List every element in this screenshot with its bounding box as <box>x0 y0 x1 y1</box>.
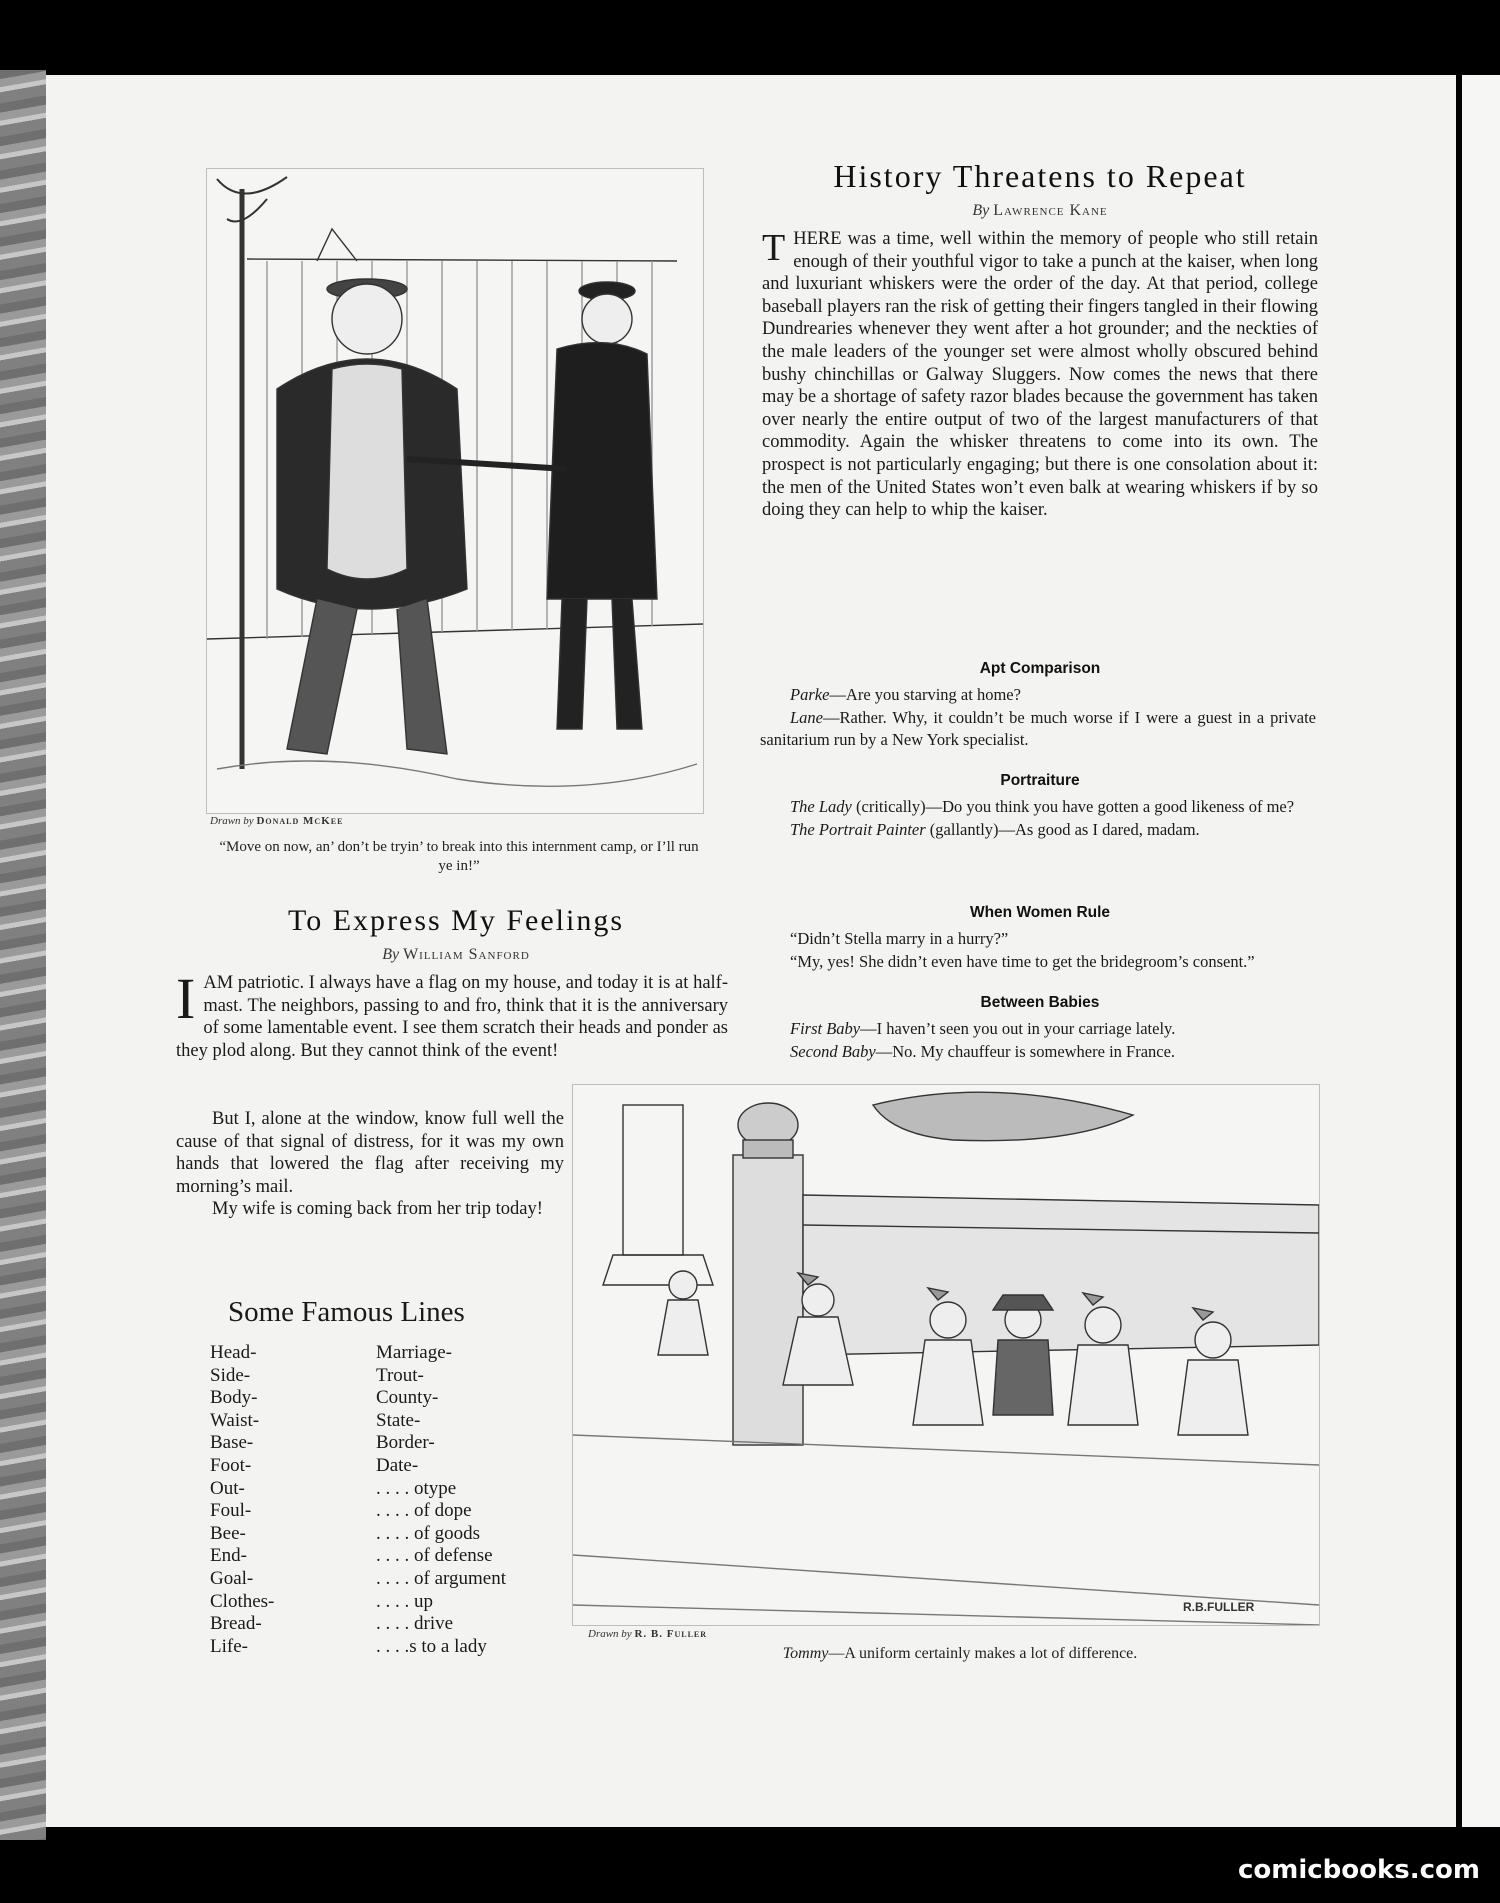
feelings-paragraph-1: AM patriotic. I always have a flag on my house, and today it is at half-mast. The neighbors, passing to and fro, think that it is the anniversary of some lamentable event. I see them scratch their heads and ponder as they plod along. But they cannot think of the event! <box>176 973 728 1061</box>
joke-speaker: Lane <box>790 707 823 727</box>
bottom-cartoon-caption <box>640 1644 1280 1663</box>
history-article-title: History Threatens to Repeat <box>833 158 1247 194</box>
famous-line-row <box>210 1387 590 1410</box>
top-cartoon-caption: “Move on now, an’ don’t be tryin’ to break into this internment camp, or I’ll run ye in!” <box>219 839 699 874</box>
caption-text: —A uniform certainly makes a lot of difference. <box>828 1645 1138 1662</box>
byline-author: William Sanford <box>403 946 530 963</box>
famous-line-prefix: Out- <box>210 1477 245 1499</box>
feelings-article-title: To Express My Feelings <box>287 904 625 937</box>
byline-author: Lawrence Kane <box>993 202 1108 219</box>
famous-line-prefix: Life- <box>210 1635 248 1657</box>
famous-line-row <box>210 1500 590 1523</box>
joke-line: —No. My chauffeur is somewhere in France. <box>875 1041 1176 1061</box>
famous-line-suffix: State- <box>376 1409 421 1431</box>
joke-speaker: The Lady <box>790 797 852 816</box>
joke-line: (critically)—Do you think you have gotten a good likeness of me? <box>851 797 1295 816</box>
famous-line-prefix: Waist- <box>210 1409 260 1431</box>
cartoon-policeman-illustration <box>206 168 704 814</box>
feelings-article-body <box>176 966 728 1062</box>
joke-line: “Didn’t Stella marry in a hurry?” <box>790 929 1009 948</box>
famous-line-row <box>210 1613 590 1636</box>
famous-line-row <box>210 1523 590 1546</box>
famous-line-prefix: Bread- <box>210 1613 262 1635</box>
famous-line-suffix: . . . . up <box>376 1590 433 1612</box>
history-dropcap: T <box>762 227 786 269</box>
credit-artist-name: R. B. Fuller <box>634 1628 708 1640</box>
joke-line: —I haven’t seen you out in your carriage lately. <box>860 1019 1176 1038</box>
famous-line-prefix: Body- <box>210 1387 258 1409</box>
famous-lines-title: Some Famous Lines <box>228 1296 465 1328</box>
famous-line-suffix: County- <box>376 1387 439 1409</box>
famous-line-suffix: . . . .s to a lady <box>376 1635 487 1657</box>
site-watermark: comicbooks.com <box>1237 1855 1480 1885</box>
book-binding <box>0 70 46 1840</box>
credit-prefix: Drawn by <box>588 1628 632 1640</box>
credit-artist-name: Donald McKee <box>256 815 344 827</box>
between-babies-joke <box>760 1018 1316 1063</box>
famous-line-suffix: . . . . drive <box>376 1613 454 1635</box>
famous-line-suffix: . . . . of goods <box>376 1522 480 1544</box>
famous-line-prefix: Head- <box>210 1342 257 1363</box>
famous-line-row <box>210 1478 590 1501</box>
joke-speaker: First Baby <box>790 1019 861 1038</box>
famous-line-row <box>210 1636 590 1659</box>
famous-line-suffix: Border- <box>376 1432 435 1454</box>
famous-line-prefix: Foul- <box>210 1500 252 1522</box>
between-babies-heading: Between Babies <box>980 994 1100 1011</box>
feelings-paragraph-2: But I, alone at the window, know full well the cause of that signal of distress, for it was my own hands that lowered the flag after receiving my morning’s mail. <box>176 1109 564 1197</box>
famous-lines-list <box>210 1342 590 1658</box>
byline-prefix: By <box>972 202 990 219</box>
famous-line-prefix: Bee- <box>210 1522 246 1544</box>
joke-line: —Rather. Why, it couldn’t be much worse if I were a guest in a private sanitarium run by a New York specialist. <box>760 707 1316 749</box>
portraiture-heading: Portraiture <box>1000 772 1080 789</box>
famous-line-prefix: End- <box>210 1545 247 1567</box>
famous-line-suffix: . . . . otype <box>376 1477 457 1499</box>
women-rule-joke <box>760 928 1316 973</box>
famous-line-row <box>210 1365 590 1388</box>
joke-speaker: Second Baby <box>790 1041 876 1061</box>
history-article-text: HERE was a time, well within the memory of people who still retain enough of their youthful vigor to take a punch at the kaiser, when long and luxuriant whiskers were the order of the day. At that period, college baseball players ran the risk of getting their fingers tangled in their flowing Dundrearies whenever they went after a hot grounder; and the neckties of the male leaders of the younger set were almost wholly obscured behind bushy chinchillas or Galway Sluggers. Now comes the news that there may be a shortage of safety razor blades because the government has taken over nearly the entire output of two of the largest manufacturers of that commodity. Again the whisker threatens to come into its own. The prospect is not particularly engaging; but there is one consolation about it: the men of the United States won’t even balk at wearing whiskers if by so doing they can help to whip the kaiser. <box>762 229 1318 521</box>
famous-line-row <box>210 1455 590 1478</box>
famous-line-row <box>210 1410 590 1433</box>
famous-line-suffix: Date- <box>376 1454 419 1476</box>
top-cartoon-credit <box>210 815 343 827</box>
joke-line: “My, yes! She didn’t even have time to get the bridegroom’s consent.” <box>790 951 1255 971</box>
famous-line-row <box>210 1432 590 1455</box>
apt-comparison-joke <box>760 684 1316 752</box>
caption-speaker: Tommy <box>782 1645 829 1662</box>
famous-line-suffix: Trout- <box>376 1364 424 1386</box>
feelings-paragraph-3: My wife is coming back from her trip today! <box>212 1199 543 1220</box>
famous-line-prefix: Side- <box>210 1364 251 1386</box>
bottom-cartoon-credit <box>588 1628 707 1640</box>
history-byline <box>740 202 1340 220</box>
history-article-body <box>762 228 1318 522</box>
feelings-dropcap: I <box>176 966 196 1031</box>
feelings-byline <box>176 946 736 964</box>
bottom-cartoon-signature: R.B.FULLER <box>1183 1600 1255 1614</box>
cartoon-children-illustration <box>572 1084 1320 1626</box>
joke-speaker: Parke <box>790 685 830 704</box>
joke-line: (gallantly)—As good as I dared, madam. <box>925 819 1200 839</box>
famous-line-prefix: Clothes- <box>210 1590 275 1612</box>
famous-line-row <box>210 1545 590 1568</box>
famous-line-suffix: . . . . of defense <box>376 1545 493 1567</box>
portraiture-joke <box>760 796 1316 841</box>
byline-prefix: By <box>382 946 400 963</box>
joke-line: —Are you starving at home? <box>829 685 1021 704</box>
cartoon-policeman-drawing <box>207 169 703 813</box>
famous-line-prefix: Foot- <box>210 1454 252 1476</box>
apt-comparison-heading: Apt Comparison <box>979 660 1101 677</box>
famous-line-prefix: Goal- <box>210 1567 254 1589</box>
famous-line-suffix: Marriage- <box>376 1342 452 1363</box>
famous-line-row <box>210 1342 590 1365</box>
credit-prefix: Drawn by <box>210 815 254 827</box>
joke-speaker: The Portrait Painter <box>790 819 926 839</box>
cartoon-children-drawing <box>573 1085 1319 1625</box>
famous-line-suffix: . . . . of dope <box>376 1500 472 1522</box>
famous-line-row <box>210 1591 590 1614</box>
famous-line-row <box>210 1568 590 1591</box>
women-rule-heading: When Women Rule <box>969 904 1111 921</box>
feelings-article-body-narrow <box>176 1108 564 1221</box>
famous-line-prefix: Base- <box>210 1432 254 1454</box>
famous-line-suffix: . . . . of argument <box>376 1567 506 1589</box>
next-page-edge <box>1462 75 1500 1827</box>
